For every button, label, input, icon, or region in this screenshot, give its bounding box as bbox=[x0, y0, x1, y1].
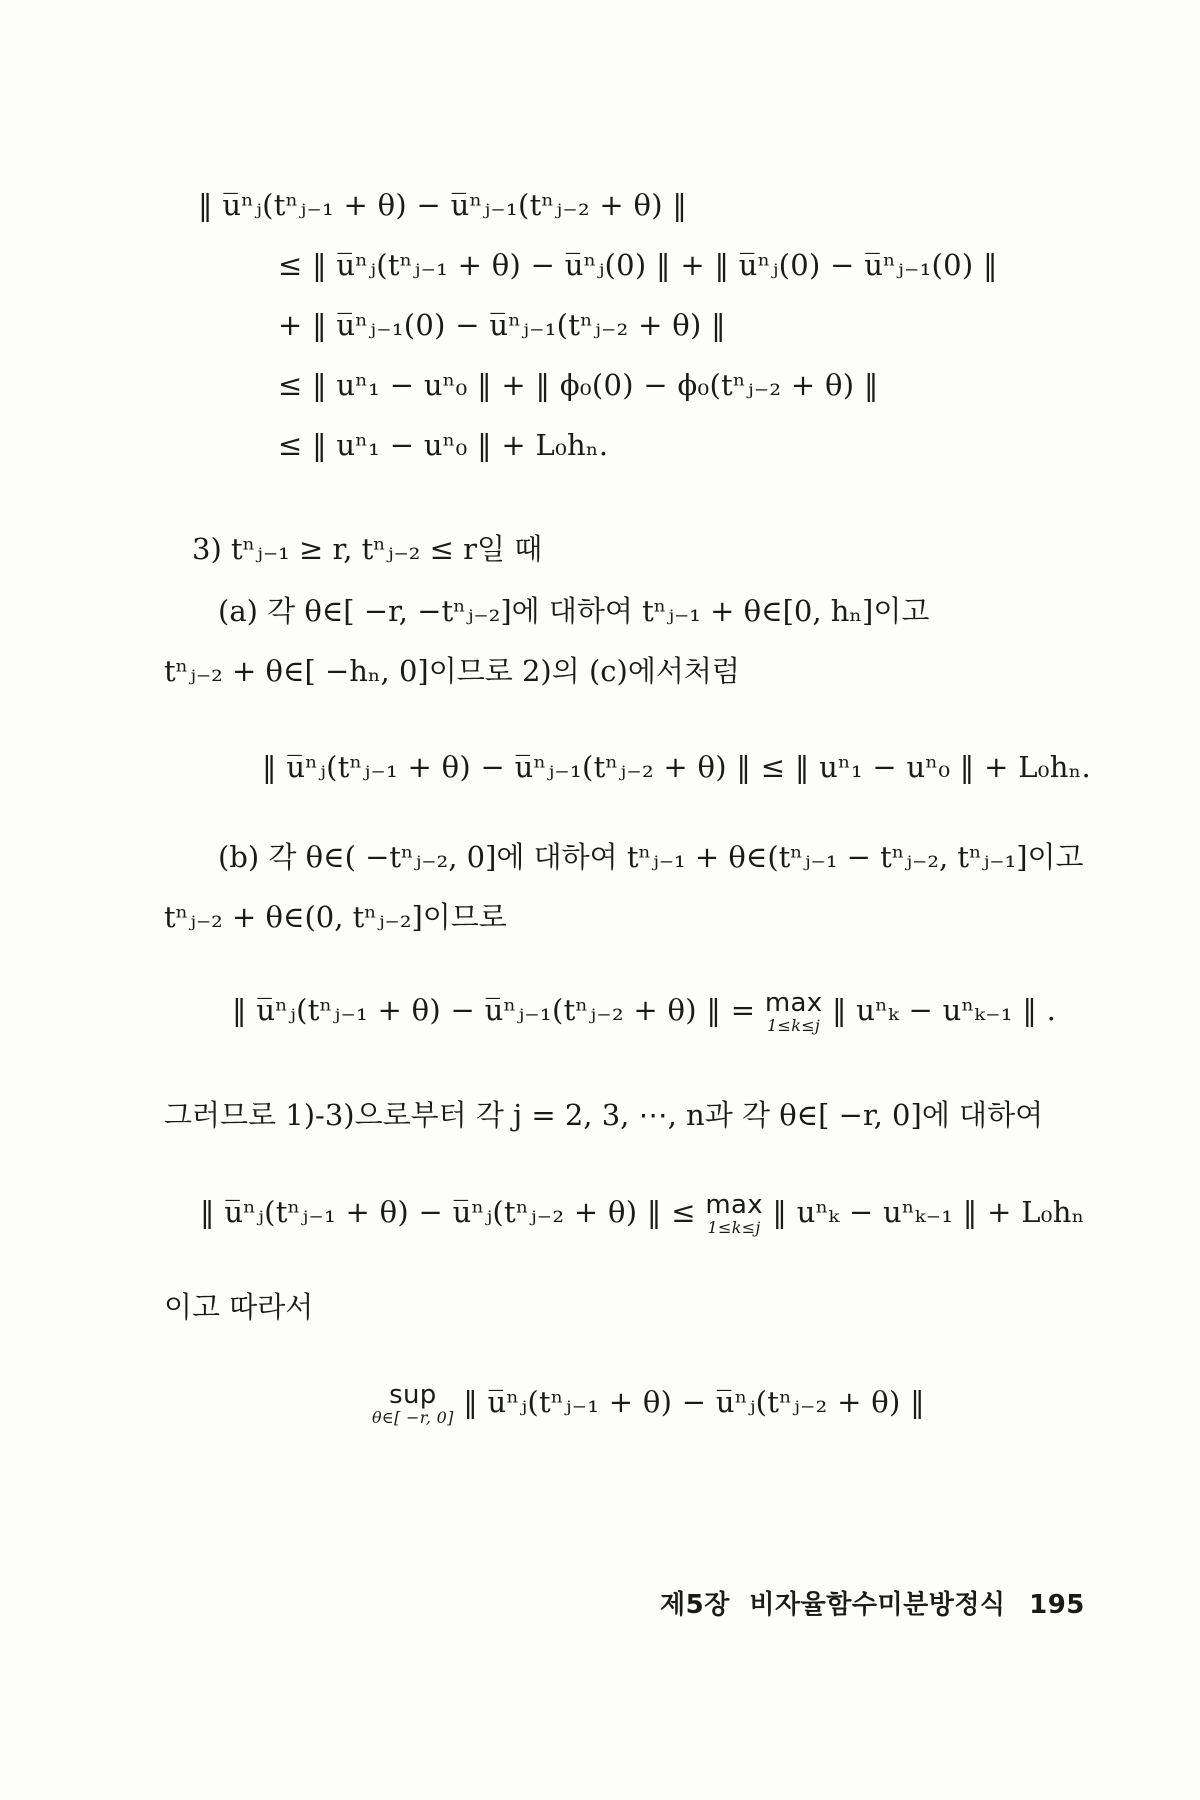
sup-operator-symbol: sup bbox=[389, 1380, 437, 1410]
max-operator bbox=[705, 1192, 763, 1236]
equation-line-2: ≤ ‖ u̅ⁿⱼ(tⁿⱼ₋₁ + θ) − u̅ⁿⱼ(0) ‖ + ‖ u̅ⁿⱼ(0) − u̅ⁿⱼ₋₁(0) ‖ bbox=[278, 248, 998, 282]
max-operator-limit: 1≤k≤j bbox=[767, 1016, 821, 1035]
sup-operator bbox=[372, 1382, 454, 1426]
max-operator-symbol: max bbox=[705, 1190, 763, 1220]
max-operator bbox=[765, 990, 823, 1034]
equation-conclusion-lhs: ‖ u̅ⁿⱼ(tⁿⱼ₋₁ + θ) − u̅ⁿⱼ(tⁿⱼ₋₂ + θ) ‖ ≤ bbox=[200, 1195, 696, 1229]
sup-operator-limit: θ∈[ −r, 0] bbox=[372, 1408, 454, 1427]
equation-case-3a: ‖ u̅ⁿⱼ(tⁿⱼ₋₁ + θ) − u̅ⁿⱼ₋₁(tⁿⱼ₋₂ + θ) ‖ ≤ ‖ uⁿ₁ − uⁿ₀ ‖ + L₀hₙ. bbox=[262, 750, 1092, 784]
case-3b-text: (b) 각 θ∈( −tⁿⱼ₋₂, 0]에 대하여 tⁿⱼ₋₁ + θ∈(tⁿⱼ₋₁ − tⁿⱼ₋₂, tⁿⱼ₋₁]이고 bbox=[218, 840, 1084, 874]
case-3a-text-cont: tⁿⱼ₋₂ + θ∈[ −hₙ, 0]이므로 2)의 (c)에서처럼 bbox=[164, 654, 740, 688]
equation-line-5: ≤ ‖ uⁿ₁ − uⁿ₀ ‖ + L₀hₙ. bbox=[278, 428, 609, 462]
equation-conclusion-rhs: ‖ uⁿₖ − uⁿₖ₋₁ ‖ + L₀hₙ bbox=[772, 1195, 1085, 1229]
equation-case-3b-rhs: ‖ uⁿₖ − uⁿₖ₋₁ ‖ . bbox=[831, 993, 1057, 1027]
equation-conclusion bbox=[200, 1192, 1085, 1236]
max-operator-symbol: max bbox=[764, 988, 823, 1018]
page-number: 195 bbox=[1029, 1590, 1085, 1620]
max-operator-limit: 1≤k≤j bbox=[707, 1218, 761, 1237]
footer-chapter: 제5장 bbox=[660, 1590, 730, 1620]
equation-line-1: ‖ u̅ⁿⱼ(tⁿⱼ₋₁ + θ) − u̅ⁿⱼ₋₁(tⁿⱼ₋₂ + θ) ‖ bbox=[198, 188, 688, 222]
equation-sup-rhs: ‖ u̅ⁿⱼ(tⁿⱼ₋₁ + θ) − u̅ⁿⱼ(tⁿⱼ₋₂ + θ) ‖ bbox=[463, 1385, 925, 1419]
equation-line-4: ≤ ‖ uⁿ₁ − uⁿ₀ ‖ + ‖ ϕ₀(0) − ϕ₀(tⁿⱼ₋₂ + θ) ‖ bbox=[278, 368, 879, 402]
conclusion-text: 그러므로 1)-3)으로부터 각 j = 2, 3, ⋯, n과 각 θ∈[ −r, 0]에 대하여 bbox=[164, 1098, 1044, 1132]
equation-sup bbox=[372, 1382, 925, 1426]
case-3-heading: 3) tⁿⱼ₋₁ ≥ r, tⁿⱼ₋₂ ≤ r일 때 bbox=[192, 532, 543, 566]
equation-case-3b bbox=[232, 990, 1056, 1034]
case-3b-text-cont: tⁿⱼ₋₂ + θ∈(0, tⁿⱼ₋₂]이므로 bbox=[164, 900, 507, 934]
equation-line-3: + ‖ u̅ⁿⱼ₋₁(0) − u̅ⁿⱼ₋₁(tⁿⱼ₋₂ + θ) ‖ bbox=[278, 308, 726, 342]
footer-title: 비자율함수미분방정식 bbox=[749, 1590, 1006, 1620]
page-footer bbox=[660, 1584, 1085, 1621]
case-3a-text: (a) 각 θ∈[ −r, −tⁿⱼ₋₂]에 대하여 tⁿⱼ₋₁ + θ∈[0, hₙ]이고 bbox=[218, 594, 930, 628]
therefore-text: 이고 따라서 bbox=[164, 1290, 314, 1324]
equation-case-3b-lhs: ‖ u̅ⁿⱼ(tⁿⱼ₋₁ + θ) − u̅ⁿⱼ₋₁(tⁿⱼ₋₂ + θ) ‖ = bbox=[232, 993, 756, 1027]
